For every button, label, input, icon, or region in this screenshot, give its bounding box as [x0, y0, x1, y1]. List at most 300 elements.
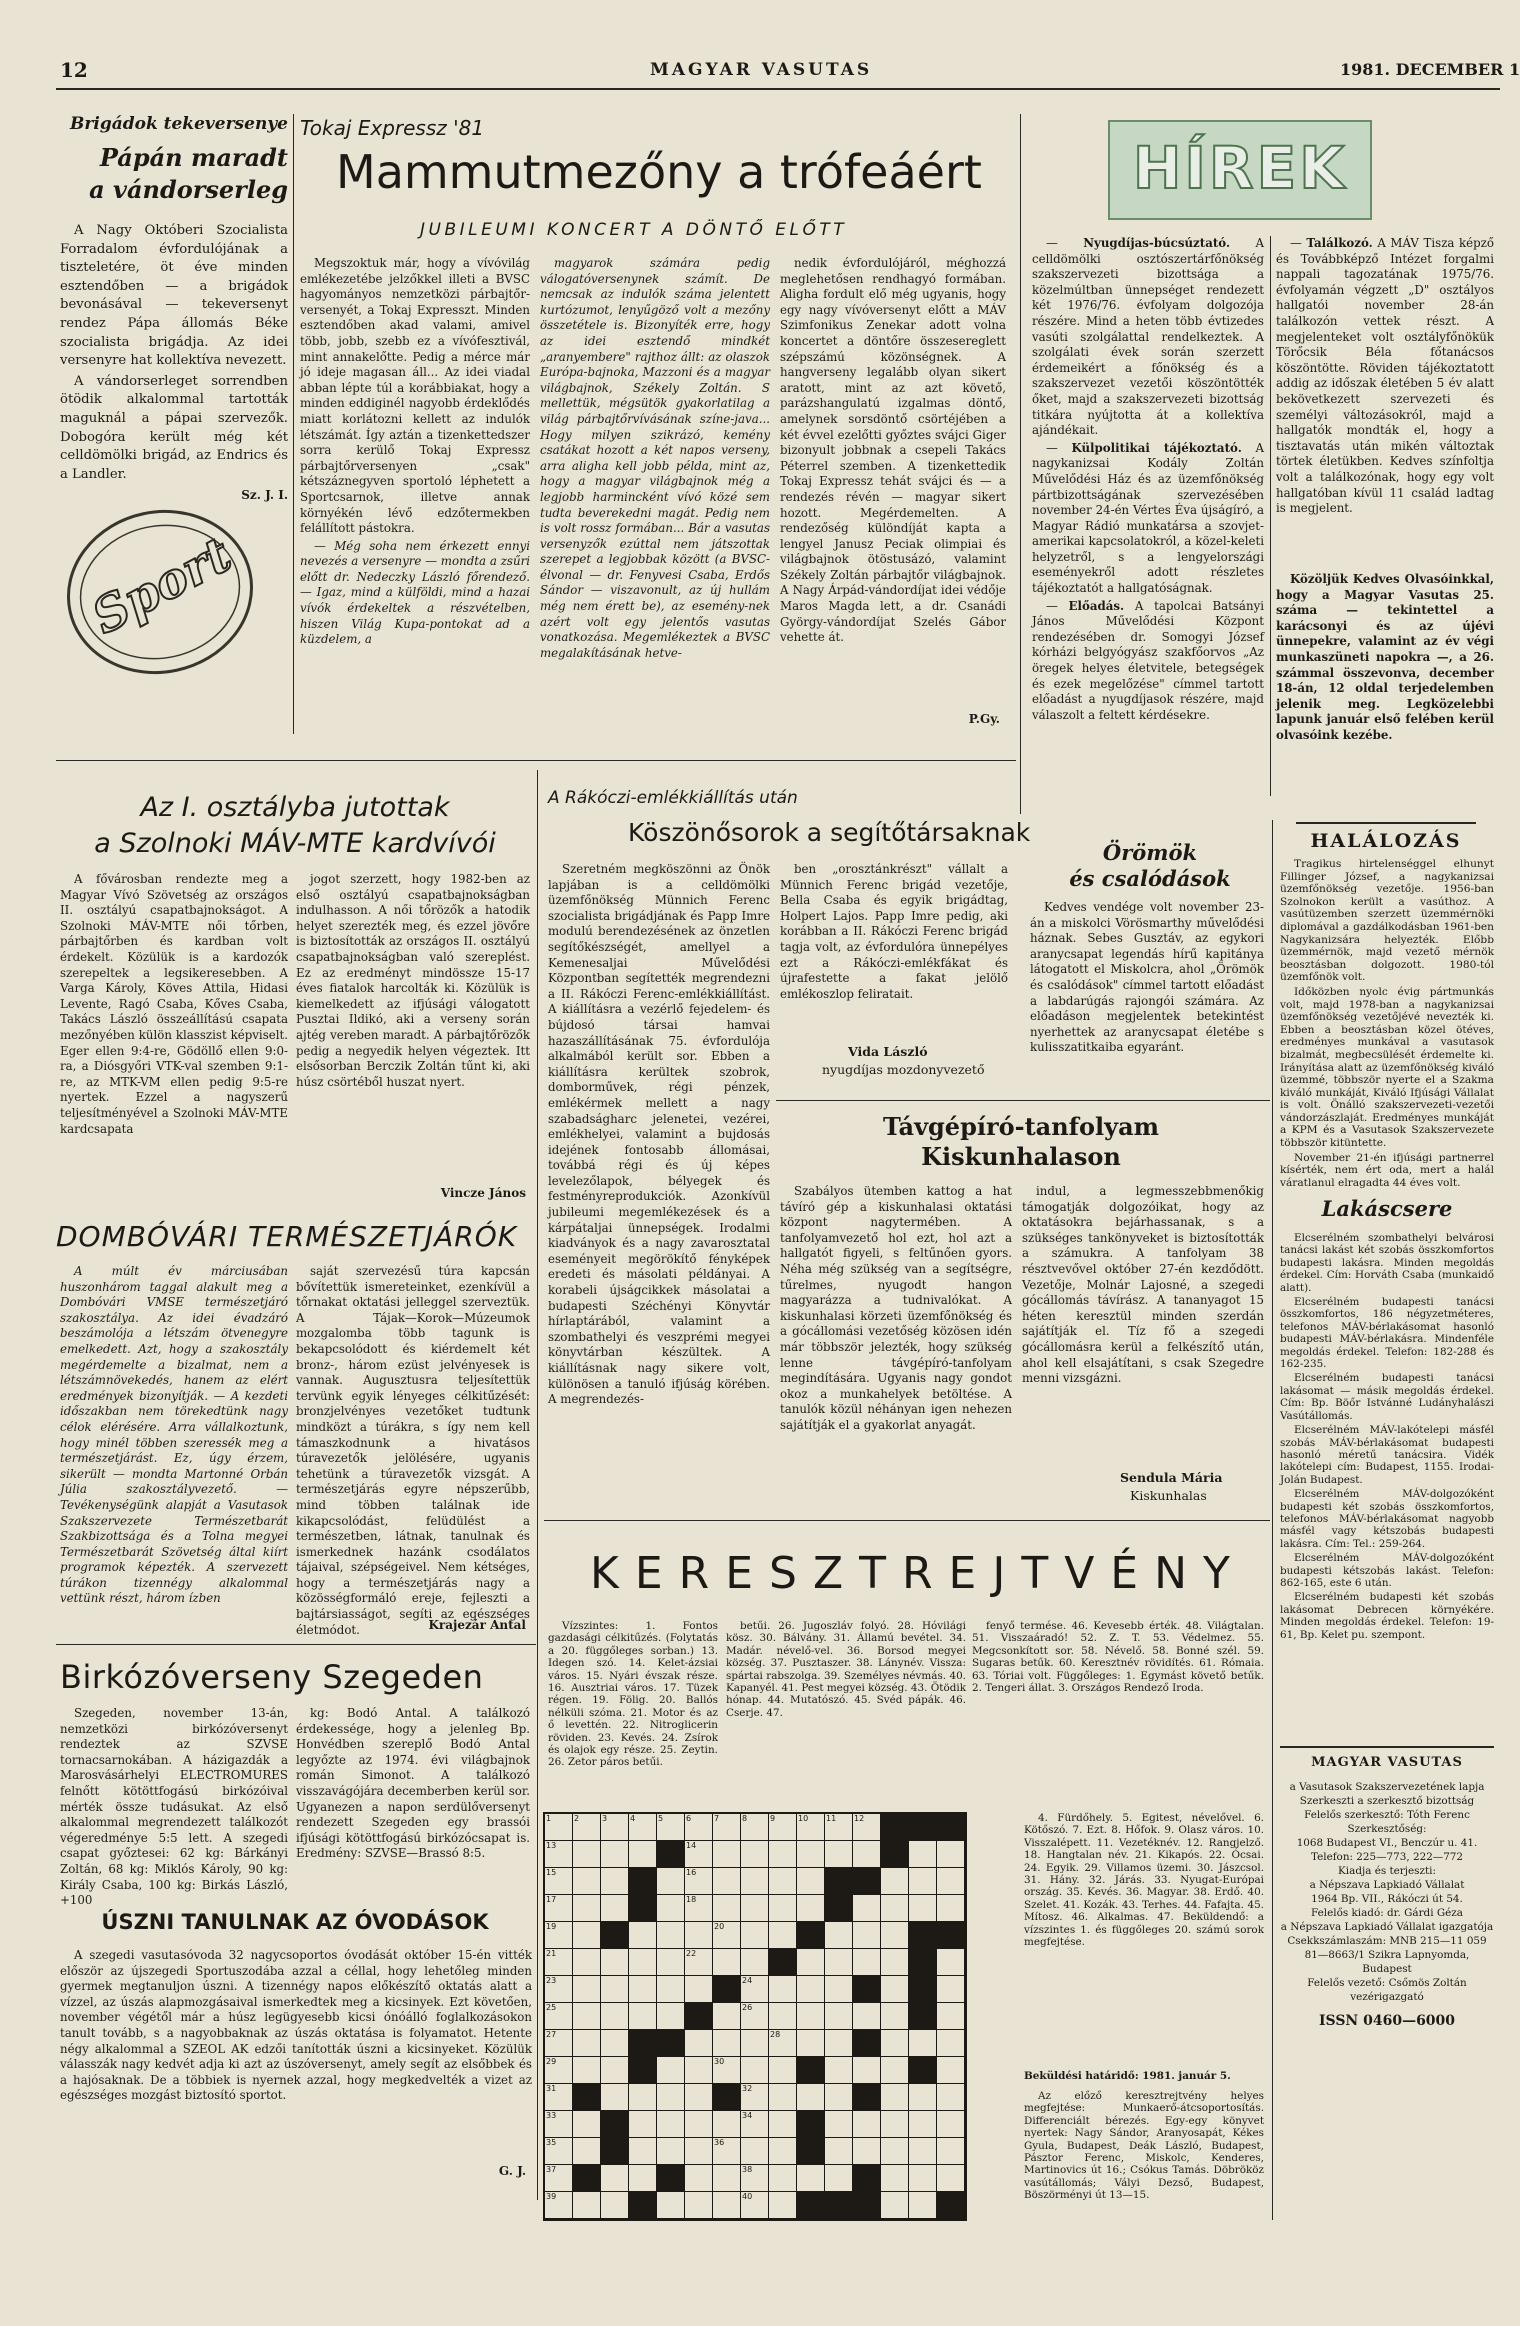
crossword-cell[interactable] [937, 2084, 965, 2111]
crossword-cell-number: 19 [546, 1922, 557, 1931]
column-divider [1270, 236, 1271, 796]
crossword-clues-right2 [1024, 1812, 1264, 2060]
crossword-cell[interactable] [797, 2030, 825, 2057]
crossword-cell[interactable] [713, 2192, 741, 2219]
tokaj-title: Mammutmezőny a trófeáért [336, 145, 982, 199]
crossword-black-cell [629, 2030, 657, 2057]
crossword-cell[interactable] [573, 2003, 601, 2030]
hirek-item-head: Előadás. [1068, 598, 1125, 613]
hirek-item: — Nyugdíjas-búcsúztató. A celldömölki osztószertárfőnökség szakszervezeti bizottsága a közelmúltban ünnepséget rendezett két 1976/76. évfolyam dolgozója részére. Mind a heten több évtizedes vasúti szolgálattal rendelkeztek. A szolgálati évek során szerzett érdemeikért a főnökség és a szakszervezet vezetői köszöntötték őket, majd a szakszervezeti bizottság titkára nyújtotta át a kollektíva ajándékait. [1032, 236, 1264, 438]
rakoczi-title: Köszönősorok a segítőtársaknak [628, 818, 1031, 847]
crossword-cell[interactable] [797, 1895, 825, 1922]
crossword-black-cell [853, 2030, 881, 2057]
crossword-cell[interactable] [685, 2084, 713, 2111]
imprint-line: Csekkszámlaszám: MNB 215—11 059 [1287, 1935, 1487, 1947]
crossword-clue-text: Vízszintes: 1. Fontos gazdasági célkitűzés. (Folytatás a 20. függőleges sorban.) 13. Idegen szó. 14. Kelet-ázsiai város. 15. Nyári évszak része. 16. Ausztriai város. 17. Tüzek régen. 19. Fölig. 20. Ballós nélküli szóma. 21. Motor és az ő levettén. 22. Nitroglicerin röviden. 23. Kevés. 24. Zsírok és olajok egy része. 25. Zeytin. 26. Zetor páros betűi. [548, 1620, 718, 1769]
tokaj-column-3 [780, 256, 1006, 716]
hirek-item: — Külpolitikai tájékoztató. A nagykanizsai Kodály Zoltán Művelődési Ház és az üzemfőnökség pártbizottságának szervezésében november 24-én Vértes Éva újságíró, a Magyar Rádió munkatársa a szovjet-amerikai kapcsolatokról, a közel-keleti helyzetről, s a lengyelországi eseményekről adott részletes tájékoztatót a hallgatóságnak. [1032, 440, 1265, 596]
crossword-cell[interactable] [573, 2192, 601, 2219]
crossword-cell[interactable] [573, 1841, 601, 1868]
crossword-black-cell [601, 1922, 629, 1949]
crossword-cell[interactable] [713, 2138, 741, 2165]
dombovar-column-1 [60, 1264, 288, 1634]
crossword-cell[interactable] [825, 2111, 853, 2138]
crossword-grid[interactable] [543, 1812, 967, 2221]
crossword-cell[interactable] [769, 1895, 797, 1922]
crossword-cell[interactable] [741, 2030, 769, 2057]
crossword-cell[interactable] [853, 2057, 881, 2084]
hirek-logo-text: HÍREK [1132, 134, 1348, 202]
crossword-cell[interactable] [741, 1922, 769, 1949]
crossword-cell[interactable] [685, 2165, 713, 2192]
crossword-cell[interactable] [545, 2084, 573, 2111]
crossword-cell[interactable] [797, 1841, 825, 1868]
halalozas-paragraph: Időközben nyolc évig pártmunkás volt, majd 1978-ban a nagykanizsai üzemfőnökség vezetőjévé nevezték ki. Ebben a beosztásban közel ötéves, eredményes munkával a vasutasok bizalmát, megbecsülését érdemelte ki. Irányítása alatt az üzemfőnökség kiváló üzemmé, többször nyerte el a Szakma kiváló munkáját, Kiváló Ifjúsági Vállalat is volt. Önálló szakszervezeti-vezetői vándorzászlaját. Eredményes munkáját a KPM és a Vasutasok Szakszervezete többször kitüntette. [1280, 985, 1494, 1150]
crossword-cell[interactable] [629, 2138, 657, 2165]
crossword-cell[interactable] [741, 2084, 769, 2111]
crossword-cell[interactable] [685, 2030, 713, 2057]
crossword-cell[interactable] [909, 2111, 937, 2138]
crossword-cell[interactable] [769, 1868, 797, 1895]
crossword-cell-number: 39 [546, 2192, 557, 2201]
crossword-cell[interactable] [573, 1922, 601, 1949]
crossword-cell-number: 16 [686, 1868, 697, 1877]
crossword-cell[interactable] [713, 1868, 741, 1895]
crossword-black-cell [573, 2084, 601, 2111]
crossword-cell[interactable] [685, 1841, 713, 1868]
crossword-cell[interactable] [573, 1976, 601, 2003]
crossword-cell[interactable] [657, 1922, 685, 1949]
imprint-line: Telefon: 225—773, 222—772 [1310, 1851, 1464, 1863]
rakoczi-signature-name: Vida László [848, 1044, 928, 1059]
crossword-cell[interactable] [685, 2111, 713, 2138]
crossword-cell[interactable] [937, 2138, 965, 2165]
crossword-cell-number: 21 [546, 1949, 557, 1958]
column-divider [1272, 820, 1273, 2220]
crossword-black-cell [853, 1868, 881, 1895]
crossword-cell[interactable] [937, 2003, 965, 2030]
crossword-cell[interactable] [769, 2138, 797, 2165]
crossword-cell[interactable] [545, 2057, 573, 2084]
crossword-cell[interactable] [713, 1841, 741, 1868]
crossword-cell[interactable] [657, 1814, 685, 1841]
crossword-cell[interactable] [853, 1922, 881, 1949]
crossword-cell[interactable] [741, 2192, 769, 2219]
crossword-cell[interactable] [797, 2003, 825, 2030]
crossword-cell[interactable] [601, 1976, 629, 2003]
crossword-cell[interactable] [909, 2138, 937, 2165]
crossword-cell[interactable] [545, 1922, 573, 1949]
crossword-cell[interactable] [909, 1841, 937, 1868]
crossword-cell[interactable] [853, 2111, 881, 2138]
crossword-cell[interactable] [629, 1976, 657, 2003]
crossword-cell[interactable] [825, 2138, 853, 2165]
hirek-notice-text: Közöljük Kedves Olvasóinkkal, hogy a Magyar Vasutas 25. száma — tekintettel a karácsonyi és az újévi ünnepekre, valamint az év végi munkaszüneti napokra —, a 26. számmal összevonva, december 18-án, 12 oldal terjedelemben jelenik meg. Legközelebbi lapunk január első felében kerül olvasóink kezébe. [1276, 572, 1494, 742]
crossword-cell[interactable] [657, 1949, 685, 1976]
tavgepiro-signature-name: Sendula Mária [1120, 1470, 1223, 1485]
crossword-cell[interactable] [881, 2003, 909, 2030]
crossword-cell[interactable] [825, 1976, 853, 2003]
dombovar-title: DOMBÓVÁRI TERMÉSZETJÁRÓK [56, 1220, 518, 1253]
crossword-cell[interactable] [909, 2165, 937, 2192]
crossword-cell[interactable] [797, 2165, 825, 2192]
crossword-cell[interactable] [937, 2030, 965, 2057]
crossword-cell[interactable] [601, 1949, 629, 1976]
crossword-black-cell [797, 2138, 825, 2165]
crossword-cell[interactable] [853, 2003, 881, 2030]
crossword-cell-number: 30 [714, 2057, 725, 2066]
crossword-cell[interactable] [937, 1841, 965, 1868]
crossword-cell[interactable] [853, 1841, 881, 1868]
lakas-item: Elcserélném MÁV-lakótelepi másfél szobás MÁV-bérlakásomat budapesti hasonló méretű tanácsira. Vidék lakótelepi cím: Budapest, 1155. Irodai-Jolán Budapest. [1280, 1424, 1494, 1486]
crossword-cell[interactable] [825, 2084, 853, 2111]
crossword-cell[interactable] [741, 1949, 769, 1976]
crossword-cell[interactable] [881, 1949, 909, 1976]
hirek-logo [1108, 120, 1372, 220]
crossword-cell[interactable] [909, 2030, 937, 2057]
dombovar-signature: Krajezár Antal [428, 1618, 526, 1632]
lakas-body [1280, 1232, 1494, 1722]
crossword-cell[interactable] [797, 1814, 825, 1841]
crossword-cell[interactable] [629, 2165, 657, 2192]
section-rule [776, 1100, 1270, 1101]
crossword-cell-number: 17 [546, 1895, 557, 1904]
crossword-cell[interactable] [713, 2165, 741, 2192]
imprint-line: Felelős szerkesztő: Tóth Ferenc [1304, 1809, 1470, 1821]
rakoczi-paragraph: ben „orosztánkrészt" vállalt a Münnich Ferenc brigád vezetője, Bella Csaba és egyik brigádtag, Holpert Lajos. Papp Imre pedig, aki korábban a II. Rákóczi Ferenc brigád tagja volt, az évfordulóra ünnepélyes ezt a Rákóczi-emlékfákat és újrafestette a fakat jelölő emlékoszlop feliratait. [780, 862, 1008, 1001]
brigade-paragraph: A Nagy Októberi Szocialista Forradalom évfordulójának a tiszteletére, öt éve minden esztendőben — a brigádok bevonásával — tekeversenyt rendez Pápa állomás Béke szocialista brigádja. Az idei versenyre hat kollektíva nevezett. [60, 223, 288, 369]
crossword-cell[interactable] [685, 1922, 713, 1949]
crossword-deadline: Beküldési határidő: 1981. január 5. [1024, 2070, 1231, 2082]
crossword-cell[interactable] [601, 2057, 629, 2084]
crossword-cell[interactable] [657, 2192, 685, 2219]
brigade-kicker: Brigádok tekeversenye [70, 114, 288, 134]
crossword-black-cell [825, 1895, 853, 1922]
crossword-cell[interactable] [713, 1949, 741, 1976]
crossword-black-cell [713, 1976, 741, 2003]
tokaj-quote: — Még soha nem érkezett ennyi nevezés a versenyre — mondta a zsűri előtt dr. Nedeczky László főrendező. — Igaz, mind a külföldi, mind a hazai vívók érdekeltek a részvételben, hiszen Világ Kupa-pontokat ad a küzdelem, a [300, 538, 530, 647]
crossword-cell[interactable] [601, 1814, 629, 1841]
crossword-cell[interactable] [685, 1868, 713, 1895]
rakoczi-paragraph: Szeretném megköszönni az Önök lapjában is a celldömölki üzemfőnökség Münnich Ferenc szocialista brigádjának és Papp Imre modulú berendezésének az önzetlen segítőkészségét, amellyel a Kemenesaljai Művelődési Központban segítették megrendezni a II. Rákóczi Ferenc-emlékkiállítást. A kiállításra a vezérlő fejedelem- és bújdosó társai hamvai hazaszállításának 75. évfordulója alkalmából került sor. Ebben a kiállításra kerültek szobrok, domborművek, régi pénzek, emlékérmek mellett a nagy szabadságharc jelenetei, vezérei, emlékhelyei, valamint a bujdosás idejének fontosabb állomásai, továbbá régi és új képes levelezőlapok, bélyegek és festményreprodukciók. Azonkívül jubileumi megemlékezések és a kárpátaljai ünnepségek. Irodalmi kiadványok és a nagy zavarosztatal eseményeit megörökítő fényképek eredeti és másolati példányai. A korabeli újságcikkek másolatai a budapesti Széchényi Könyvtár hírlaptárából, valamint a szombathelyi és veszprémi megyei könyvtárban készültek. A kiállításnak nagy sikere volt, különösen a tanuló ifjúság körében. A megrendezés- [548, 862, 770, 1407]
crossword-black-cell [825, 1868, 853, 1895]
crossword-cell-number: 6 [686, 1814, 692, 1823]
crossword-cell-number: 24 [742, 1976, 753, 1985]
publication-name: MAGYAR VASUTAS [650, 60, 873, 80]
crossword-cell-number: 36 [714, 2138, 725, 2147]
crossword-cell[interactable] [573, 1868, 601, 1895]
crossword-black-cell [797, 2057, 825, 2084]
crossword-cell[interactable] [545, 1949, 573, 1976]
crossword-cell[interactable] [909, 1895, 937, 1922]
crossword-cell[interactable] [797, 1976, 825, 2003]
crossword-cell[interactable] [629, 1949, 657, 1976]
crossword-cell[interactable] [573, 2057, 601, 2084]
crossword-cell[interactable] [741, 2138, 769, 2165]
crossword-cell[interactable] [853, 1949, 881, 1976]
crossword-cell[interactable] [741, 2003, 769, 2030]
crossword-cell[interactable] [545, 2111, 573, 2138]
crossword-cell[interactable] [601, 1895, 629, 1922]
crossword-cell[interactable] [657, 2003, 685, 2030]
crossword-cell[interactable] [601, 1841, 629, 1868]
crossword-winners [1024, 2090, 1264, 2212]
lakas-item: Elcserélném budapesti tanácsi lakásomat — másik megoldás érdekel. Cím: Bp. Böőr Istvánné Ludányhalászi Vasútállomás. [1280, 1372, 1494, 1422]
crossword-cell[interactable] [881, 1976, 909, 2003]
crossword-cell[interactable] [909, 1868, 937, 1895]
brigade-paragraph: A vándorserleget sorrendben ötödik alkalommal tartották maguknál a pápai szervezők. Dobogóra került még két celldömölki brigád, az Endrics és a Landler. [60, 373, 288, 482]
crossword-cell[interactable] [685, 1949, 713, 1976]
header-rule [56, 88, 1500, 90]
swim-signature: G. J. [498, 2164, 526, 2178]
crossword-cell[interactable] [629, 2084, 657, 2111]
crossword-cell[interactable] [657, 1976, 685, 2003]
crossword-cell[interactable] [825, 1841, 853, 1868]
crossword-cell[interactable] [685, 1976, 713, 2003]
crossword-cell[interactable] [741, 1976, 769, 2003]
crossword-black-cell [685, 2003, 713, 2030]
crossword-cell-number: 25 [546, 2003, 557, 2012]
crossword-cell[interactable] [713, 2003, 741, 2030]
crossword-cell[interactable] [769, 2003, 797, 2030]
crossword-cell[interactable] [657, 1868, 685, 1895]
crossword-cell[interactable] [881, 1895, 909, 1922]
brigade-title [58, 142, 288, 206]
crossword-cell[interactable] [825, 2030, 853, 2057]
tokaj-signature: P.Gy. [968, 712, 1000, 726]
crossword-cell[interactable] [881, 2138, 909, 2165]
crossword-black-cell [853, 2165, 881, 2192]
crossword-cell[interactable] [769, 2165, 797, 2192]
crossword-cell[interactable] [713, 2030, 741, 2057]
crossword-cell[interactable] [601, 2003, 629, 2030]
fencing-title-line2: a Szolnoki MÁV-MTE kardvívói [94, 828, 496, 859]
tokaj-kicker: Tokaj Expressz '81 [300, 116, 485, 140]
dombovar-paragraph: saját szervezésű túra kapcsán bővítettük ismereteinket, ezenkívül a tőrnakat oktatási jelleggel szerveztük. A Tájak—Korok—Múzeumok mozgalomba több tagunk is bekapcsolódott és kiérdemelt két bronz-, három ezüst jelvényesek is vannak. Augusztusra teljesítettük tervünk egyik lényeges célkitűzését: bronzjelvényes vezetőket tudtunk mindközt a túrákra, s így nem kell támaszkodnunk a hivatásos túravezetők jelölésére, ugyanis tehetünk a túravezetők vizsgát. A természetjárás egyre népszerűbb, mind többen találnak ide kikapcsolódást, felüdülést a természetben, látnak, tanulnak és ismerkednek hazánk csodálatos tájaival, szépségeivel. Nem kétséges, hogy a természetjárás nagy a közösségformáló ereje, fejleszti a bajtársiasságot, segíti az egészséges életmódot. [296, 1264, 530, 1637]
crossword-clue-text: betűi. 26. Jugoszláv folyó. 28. Hóvilági kösz. 30. Bálvány. 31. Államú bevétel. 34. Madár. névelő-vel. 36. Borsod megyei község. 37. Pusztaszer. 38. Lánynév. Vissza: spártai rabszolga. 39. Személyes névmás. 40. Kapanyél. 41. Pest megyei község. 43. Ötödik hónap. 44. Mutatószó. 45. Svéd pápák. 46. Cserje. 47. [726, 1620, 966, 1719]
crossword-cell[interactable] [573, 1949, 601, 1976]
crossword-cell[interactable] [825, 2003, 853, 2030]
crossword-cell[interactable] [741, 2057, 769, 2084]
crossword-cell[interactable] [573, 2111, 601, 2138]
wrestling-column-1 [60, 1706, 288, 1908]
crossword-cell[interactable] [825, 1949, 853, 1976]
crossword-cell-number: 26 [742, 2003, 753, 2012]
crossword-cell[interactable] [685, 2057, 713, 2084]
crossword-cell[interactable] [713, 2057, 741, 2084]
crossword-cell[interactable] [881, 2084, 909, 2111]
crossword-cell[interactable] [769, 1841, 797, 1868]
crossword-cell[interactable] [573, 1814, 601, 1841]
tavgepiro-paragraph: Szabályos ütemben kattog a hat távíró gép a kiskunhalasi oktatási központ nagytermében. A tanfolyamvezető hol ezt, hol azt a hallgatót figyeli, s feltűnően gyors. Néha még szükség van a segítségre, tűrelmes, nyugodt hangon magyarázza a tudnivalókat. A kiskunhalasi körzeti üzemfőnökség és a gócállomási vezetőség közösen idén már többször jelezték, hogy szükség lenne távgépíró-tanfolyam megindítására. Ugyanis nagy gondot okoz a munkahelyek betöltése. A tanulók közül néhányan igen nehezen sajátítják el a gyakorlat anyagát. [780, 1184, 1012, 1432]
crossword-cell[interactable] [545, 1868, 573, 1895]
crossword-black-cell [937, 2192, 965, 2219]
crossword-cell[interactable] [545, 1814, 573, 1841]
crossword-cell[interactable] [937, 2165, 965, 2192]
crossword-clues-right1 [972, 1620, 1264, 1806]
crossword-cell[interactable] [769, 2030, 797, 2057]
tavgepiro-paragraph: indul, a legmesszebbmenőkig támogatják dolgozóikat, hogy az oktatásokra bejárhassanak, s a szükséges tankönyveket is biztosították a számukra. A tanfolyam 38 résztvevővel október 27-én kezdődött. Vezetője, Molnár Lajosné, a szegedi gócállomás távírász. A tananyagot 15 héten keresztül minden szerdán sajátítják el. Tíz fő a szegedi gócállomásra kerül a felkészítő után, ahol kell elsajátítani, s csak Szegedre menni vizsgázni. [1022, 1184, 1264, 1386]
crossword-cell-number: 37 [546, 2165, 557, 2174]
crossword-cell[interactable] [713, 1814, 741, 1841]
crossword-cell-number: 5 [658, 1814, 664, 1823]
rakoczi-column-2 [780, 862, 1008, 1062]
crossword-cell[interactable] [937, 1868, 965, 1895]
crossword-cell[interactable] [825, 2165, 853, 2192]
imprint-line: 1964 Bp. VII., Rákóczi út 54. [1311, 1893, 1463, 1905]
crossword-cell[interactable] [685, 2138, 713, 2165]
crossword-cell[interactable] [881, 2057, 909, 2084]
crossword-cell[interactable] [545, 2030, 573, 2057]
crossword-cell[interactable] [545, 1976, 573, 2003]
crossword-cell[interactable] [629, 2111, 657, 2138]
crossword-cell-number: 14 [686, 1841, 697, 1850]
crossword-cell[interactable] [881, 2165, 909, 2192]
crossword-cell-number: 34 [742, 2111, 753, 2120]
crossword-cell-number: 1 [546, 1814, 552, 1823]
crossword-cell[interactable] [657, 2138, 685, 2165]
fencing-title-line1: Az I. osztályba jutottak [140, 792, 450, 823]
crossword-cell[interactable] [601, 2084, 629, 2111]
crossword-cell[interactable] [713, 2111, 741, 2138]
crossword-cell[interactable] [937, 1895, 965, 1922]
rakoczi-kicker: A Rákóczi-emlékkiállítás után [548, 788, 798, 808]
orom-title [1030, 840, 1270, 892]
hirek-item: — Találkozó. A MÁV Tisza képző és Továbbképző Intézet forgalmi nappali tagozatának 1975/76. évfolyamán végzett „D" osztályos hallgatói november 28-án találkozón vettek részt. A megjelenteket volt osztályfőnökük Törőcsik Béla főtanácsos köszöntötte. Röviden tájékoztatott addig az időszak életében 5 év alatt bekövetkezett szervezeti és személyi változásokról, majd a hallgatók mondták el, hogy a tisztavatás után mikén változtak törtek életükben. Kedves színfoltja volt a találkozónak, hogy egy volt hallgatóban kívül 11 család ladtag is megjelent. [1276, 236, 1495, 516]
crossword-black-cell [909, 1976, 937, 2003]
crossword-cell[interactable] [601, 2030, 629, 2057]
crossword-cell-number: 35 [546, 2138, 557, 2147]
crossword-cell[interactable] [769, 1814, 797, 1841]
crossword-cell[interactable] [741, 1895, 769, 1922]
crossword-cell[interactable] [797, 1949, 825, 1976]
crossword-cell[interactable] [769, 2192, 797, 2219]
crossword-cell[interactable] [573, 2030, 601, 2057]
tavgepiro-title-line2: Kiskunhalason [921, 1142, 1121, 1171]
imprint-line: Szerkeszti a szerkesztő bizottság [1299, 1795, 1475, 1807]
sport-logo-text: Sport [83, 526, 241, 646]
crossword-cell[interactable] [545, 2165, 573, 2192]
crossword-cell[interactable] [937, 2057, 965, 2084]
dombovar-paragraph: A múlt év márciusában huszonhárom taggal alakult meg a Dombóvári VMSE természetjáró szakosztálya. Az idei évadzáró beszámolója a létszám ötvenegyre emelkedett. Azt, hogy a szakosztály megérdemelte a bizalmat, nem a létszámnövekedés, hanem az elért eredmények bizonyítják. — A kezdeti időszakban nem törekedtünk nagy célok elérésére. Arra vállalkoztunk, hogy minél többen szeressék meg a természetjárást. Ez, úgy érzem, sikerült — mondta Martonné Orbán Júlia szakosztályvezető. — Tevékenységünk alapját a Vasutasok Szakszervezete Természetbarát Szakbizottsága és a Tolna megyei Természetbarát Szövetség által kiírt programok képezték. A szervezett túrákon tizennégy alkalommal vettünk részt, három ízben [60, 1264, 288, 1606]
crossword-cell[interactable] [909, 2192, 937, 2219]
crossword-clues-left [548, 1620, 718, 1806]
crossword-cell[interactable] [545, 2138, 573, 2165]
crossword-cell-number: 23 [546, 1976, 557, 1985]
crossword-cell-number: 33 [546, 2111, 557, 2120]
crossword-cell[interactable] [573, 2138, 601, 2165]
crossword-cell[interactable] [601, 1868, 629, 1895]
crossword-clues-mid [726, 1620, 966, 1806]
lakas-item: Elcserélném MÁV-dolgozóként budapesti két szobás összkomfortos, telefonos MÁV-bérlakásomat nagyobb másfél vagy kétszobás budapesti lakásra. Cím: Tel.: 259-264. [1280, 1488, 1494, 1550]
crossword-cell[interactable] [657, 2084, 685, 2111]
crossword-black-cell [797, 2111, 825, 2138]
crossword-cell[interactable] [769, 1976, 797, 2003]
crossword-cell[interactable] [713, 1895, 741, 1922]
crossword-cell[interactable] [545, 1841, 573, 1868]
crossword-cell[interactable] [545, 2003, 573, 2030]
crossword-cell[interactable] [797, 2084, 825, 2111]
tokaj-subtitle: JUBILEUMI KONCERT A DÖNTŐ ELŐTT [420, 220, 848, 240]
crossword-cell[interactable] [741, 1868, 769, 1895]
crossword-cell[interactable] [937, 1976, 965, 2003]
crossword-cell[interactable] [853, 1814, 881, 1841]
section-rule [56, 1644, 536, 1645]
crossword-cell[interactable] [797, 1868, 825, 1895]
crossword-cell[interactable] [741, 2165, 769, 2192]
crossword-cell[interactable] [685, 1814, 713, 1841]
crossword-cell[interactable] [545, 1895, 573, 1922]
tavgepiro-column-1 [780, 1184, 1012, 1514]
hirek-column-2 [1276, 236, 1494, 556]
crossword-black-cell [853, 2084, 881, 2111]
crossword-cell-number: 4 [630, 1814, 636, 1823]
crossword-cell[interactable] [825, 1814, 853, 1841]
crossword-cell[interactable] [545, 2192, 573, 2219]
wrestling-paragraph: kg: Bodó Antal. A találkozó érdekessége, hogy a jelenleg Bp. Honvédben szereplő Bodó Antal legyőzte az 1974. évi világbajnok román Simonot. A találkozó visszavágójára decemberben kerül sor. Ugyanezen a napon serdülőversenyt rendezett Szegeden egy brassói ifjúsági kötöttfogású birkózócsapat is. Eredmény: SZVSE—Brassó 8:5. [296, 1706, 530, 1861]
crossword-cell[interactable] [909, 2084, 937, 2111]
crossword-black-cell [937, 1814, 965, 1841]
crossword-cell[interactable] [657, 1895, 685, 1922]
crossword-cell[interactable] [769, 2084, 797, 2111]
crossword-black-cell [629, 1868, 657, 1895]
crossword-cell[interactable] [573, 1895, 601, 1922]
crossword-cell[interactable] [629, 1841, 657, 1868]
crossword-cell[interactable] [881, 2192, 909, 2219]
crossword-cell[interactable] [685, 2192, 713, 2219]
crossword-cell[interactable] [937, 2111, 965, 2138]
crossword-cell[interactable] [881, 1868, 909, 1895]
crossword-cell[interactable] [629, 1922, 657, 1949]
crossword-cell[interactable] [601, 2165, 629, 2192]
crossword-cell[interactable] [881, 2030, 909, 2057]
crossword-cell[interactable] [769, 1922, 797, 1949]
crossword-cell[interactable] [825, 2057, 853, 2084]
lakas-item: Elcserélném MÁV-dolgozóként budapesti kétszobás lakást. Telefon: 862-165, este 6 után. [1280, 1552, 1494, 1589]
crossword-cell[interactable] [881, 2111, 909, 2138]
hirek-item-head: Külpolitikai tájékoztató. [1071, 440, 1242, 455]
crossword-cell[interactable] [741, 2111, 769, 2138]
crossword-black-cell [853, 2192, 881, 2219]
crossword-black-cell [573, 2165, 601, 2192]
crossword-cell-number: 28 [770, 2030, 781, 2039]
crossword-cell[interactable] [629, 1814, 657, 1841]
crossword-cell[interactable] [881, 1922, 909, 1949]
crossword-cell[interactable] [657, 2057, 685, 2084]
fencing-signature: Vincze János [440, 1186, 526, 1200]
crossword-cell[interactable] [741, 1814, 769, 1841]
crossword-cell[interactable] [853, 2138, 881, 2165]
crossword-cell[interactable] [601, 2192, 629, 2219]
crossword-cell[interactable] [741, 1841, 769, 1868]
crossword-cell[interactable] [825, 1922, 853, 1949]
crossword-cell[interactable] [769, 2111, 797, 2138]
imprint-line: 1068 Budapest VI., Benczúr u. 41. [1296, 1837, 1478, 1849]
crossword-cell[interactable] [685, 1895, 713, 1922]
crossword-cell[interactable] [769, 2057, 797, 2084]
tavgepiro-title-line1: Távgépíró-tanfolyam [882, 1112, 1160, 1141]
crossword-cell[interactable] [853, 1895, 881, 1922]
crossword-cell[interactable] [937, 1949, 965, 1976]
imprint-title: MAGYAR VASUTAS [1311, 1755, 1463, 1770]
crossword-cell[interactable] [657, 2111, 685, 2138]
crossword-clue-text: 4. Fürdőhely. 5. Egitest, névelővel. 6. Kötőszó. 7. Ezt. 8. Hőfok. 9. Olasz város. 10. Visszalépett. 11. Vezetéknév. 12. Rangjelző. 18. Hangtalan név. 21. Kikapós. 22. Ócsai. 24. Egyik. 29. Villamos üzemi. 30. Jászcsol. 31. Hány. 32. Járás. 33. Nyugat-Európai ország. 35. Kevés. 36. Magyar. 38. Erdő. 40. Szelet. 41. Kozák. 43. Terhes. 44. Fafajta. 45. Mítosz. 46. Alkalmas. 47. Beküldendő: a vízszintes 1. és függőleges 20. számú sorok megfejtése. [1024, 1812, 1264, 1949]
crossword-cell[interactable] [629, 2003, 657, 2030]
crossword-cell-number: 22 [686, 1949, 697, 1958]
crossword-cell[interactable] [713, 1922, 741, 1949]
crossword-cell-number: 10 [798, 1814, 809, 1823]
crossword-black-cell [713, 2084, 741, 2111]
